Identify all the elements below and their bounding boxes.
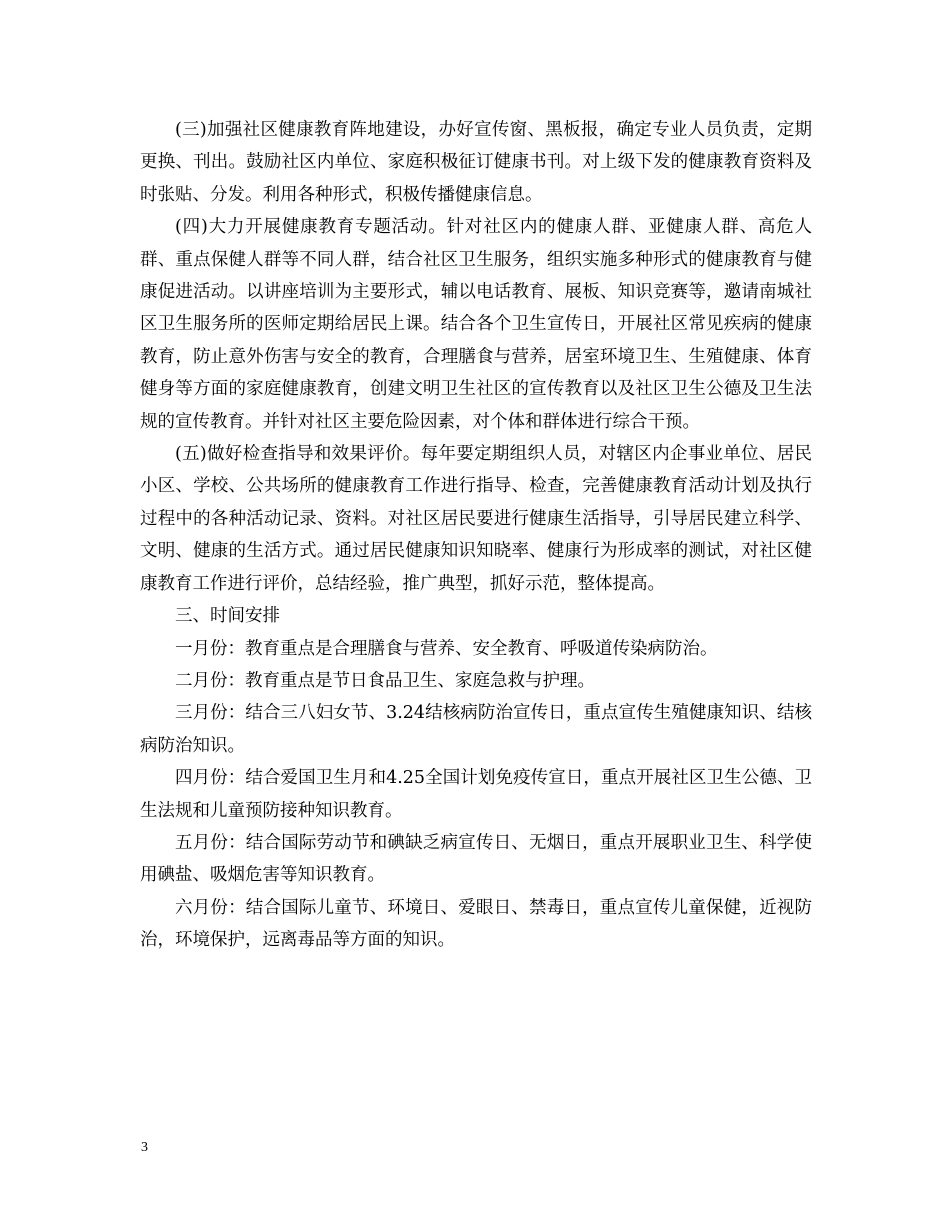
paragraph-may: 五月份：结合国际劳动节和碘缺乏病宣传日、无烟日，重点开展职业卫生、科学使用碘盐、吸烟危害等知识教育。 xyxy=(140,832,812,886)
paragraph-june: 六月份：结合国际儿童节、环境日、爱眼日、禁毒日，重点宣传儿童保健，近视防治，环境保护，远离毒品等方面的知识。 xyxy=(140,897,812,951)
paragraph-community-base-construction: (三)加强社区健康教育阵地建设，办好宣传窗、黑板报，确定专业人员负责，定期更换、刊出。鼓励社区内单位、家庭积极征订健康书刊。对上级下发的健康教育资料及时张贴、分发。利用各种形式，积极传播健康信息。 xyxy=(140,120,812,205)
paragraph-march: 三月份：结合三八妇女节、3.24结核病防治宣传日，重点宣传生殖健康知识、结核病防治知识。 xyxy=(140,703,812,756)
paragraph-special-activities: (四)大力开展健康教育专题活动。针对社区内的健康人群、亚健康人群、高危人群、重点保健人群等不同人群，结合社区卫生服务，组织实施多种形式的健康教育与健康促进活动。以讲座培训为主要形式，辅以电话教育、展板、知识竞赛等，邀请南城社区卫生服务所的医师定期给居民上课。结合各个卫生宣传日，开展社区常见疾病的健康教育，防止意外伤害与安全的教育，合理膳食与营养，居室环境卫生、生殖健康、体育健身等方面的家庭健康教育，创建文明卫生社区的宣传教育以及社区卫生公德及卫生法规的宣传教育。并针对社区主要危险因素，对个体和群体进行综合干预。 xyxy=(140,217,812,432)
section-heading-schedule: 三、时间安排 xyxy=(175,606,280,627)
document-body xyxy=(140,114,812,957)
paragraph-february: 二月份：教育重点是节日食品卫生、家庭急救与护理。 xyxy=(175,670,595,691)
paragraph-inspection-evaluation: (五)做好检查指导和效果评价。每年要定期组织人员，对辖区内企事业单位、居民小区、学校、公共场所的健康教育工作进行指导、检查，完善健康教育活动计划及执行过程中的各种活动记录、资料。对社区居民要进行健康生活指导，引导居民建立科学、文明、健康的生活方式。通过居民健康知识知晓率、健康行为形成率的测试，对社区健康教育工作进行评价，总结经验，推广典型，抓好示范，整体提高。 xyxy=(140,444,812,594)
page-number: 3 xyxy=(141,1140,148,1155)
paragraph-april: 四月份：结合爱国卫生月和4.25全国计划免疫传宣日，重点开展社区卫生公德、卫生法规和儿童预防接种知识教育。 xyxy=(140,768,812,821)
paragraph-january: 一月份：教育重点是合理膳食与营养、安全教育、呼吸道传染病防治。 xyxy=(175,638,718,659)
